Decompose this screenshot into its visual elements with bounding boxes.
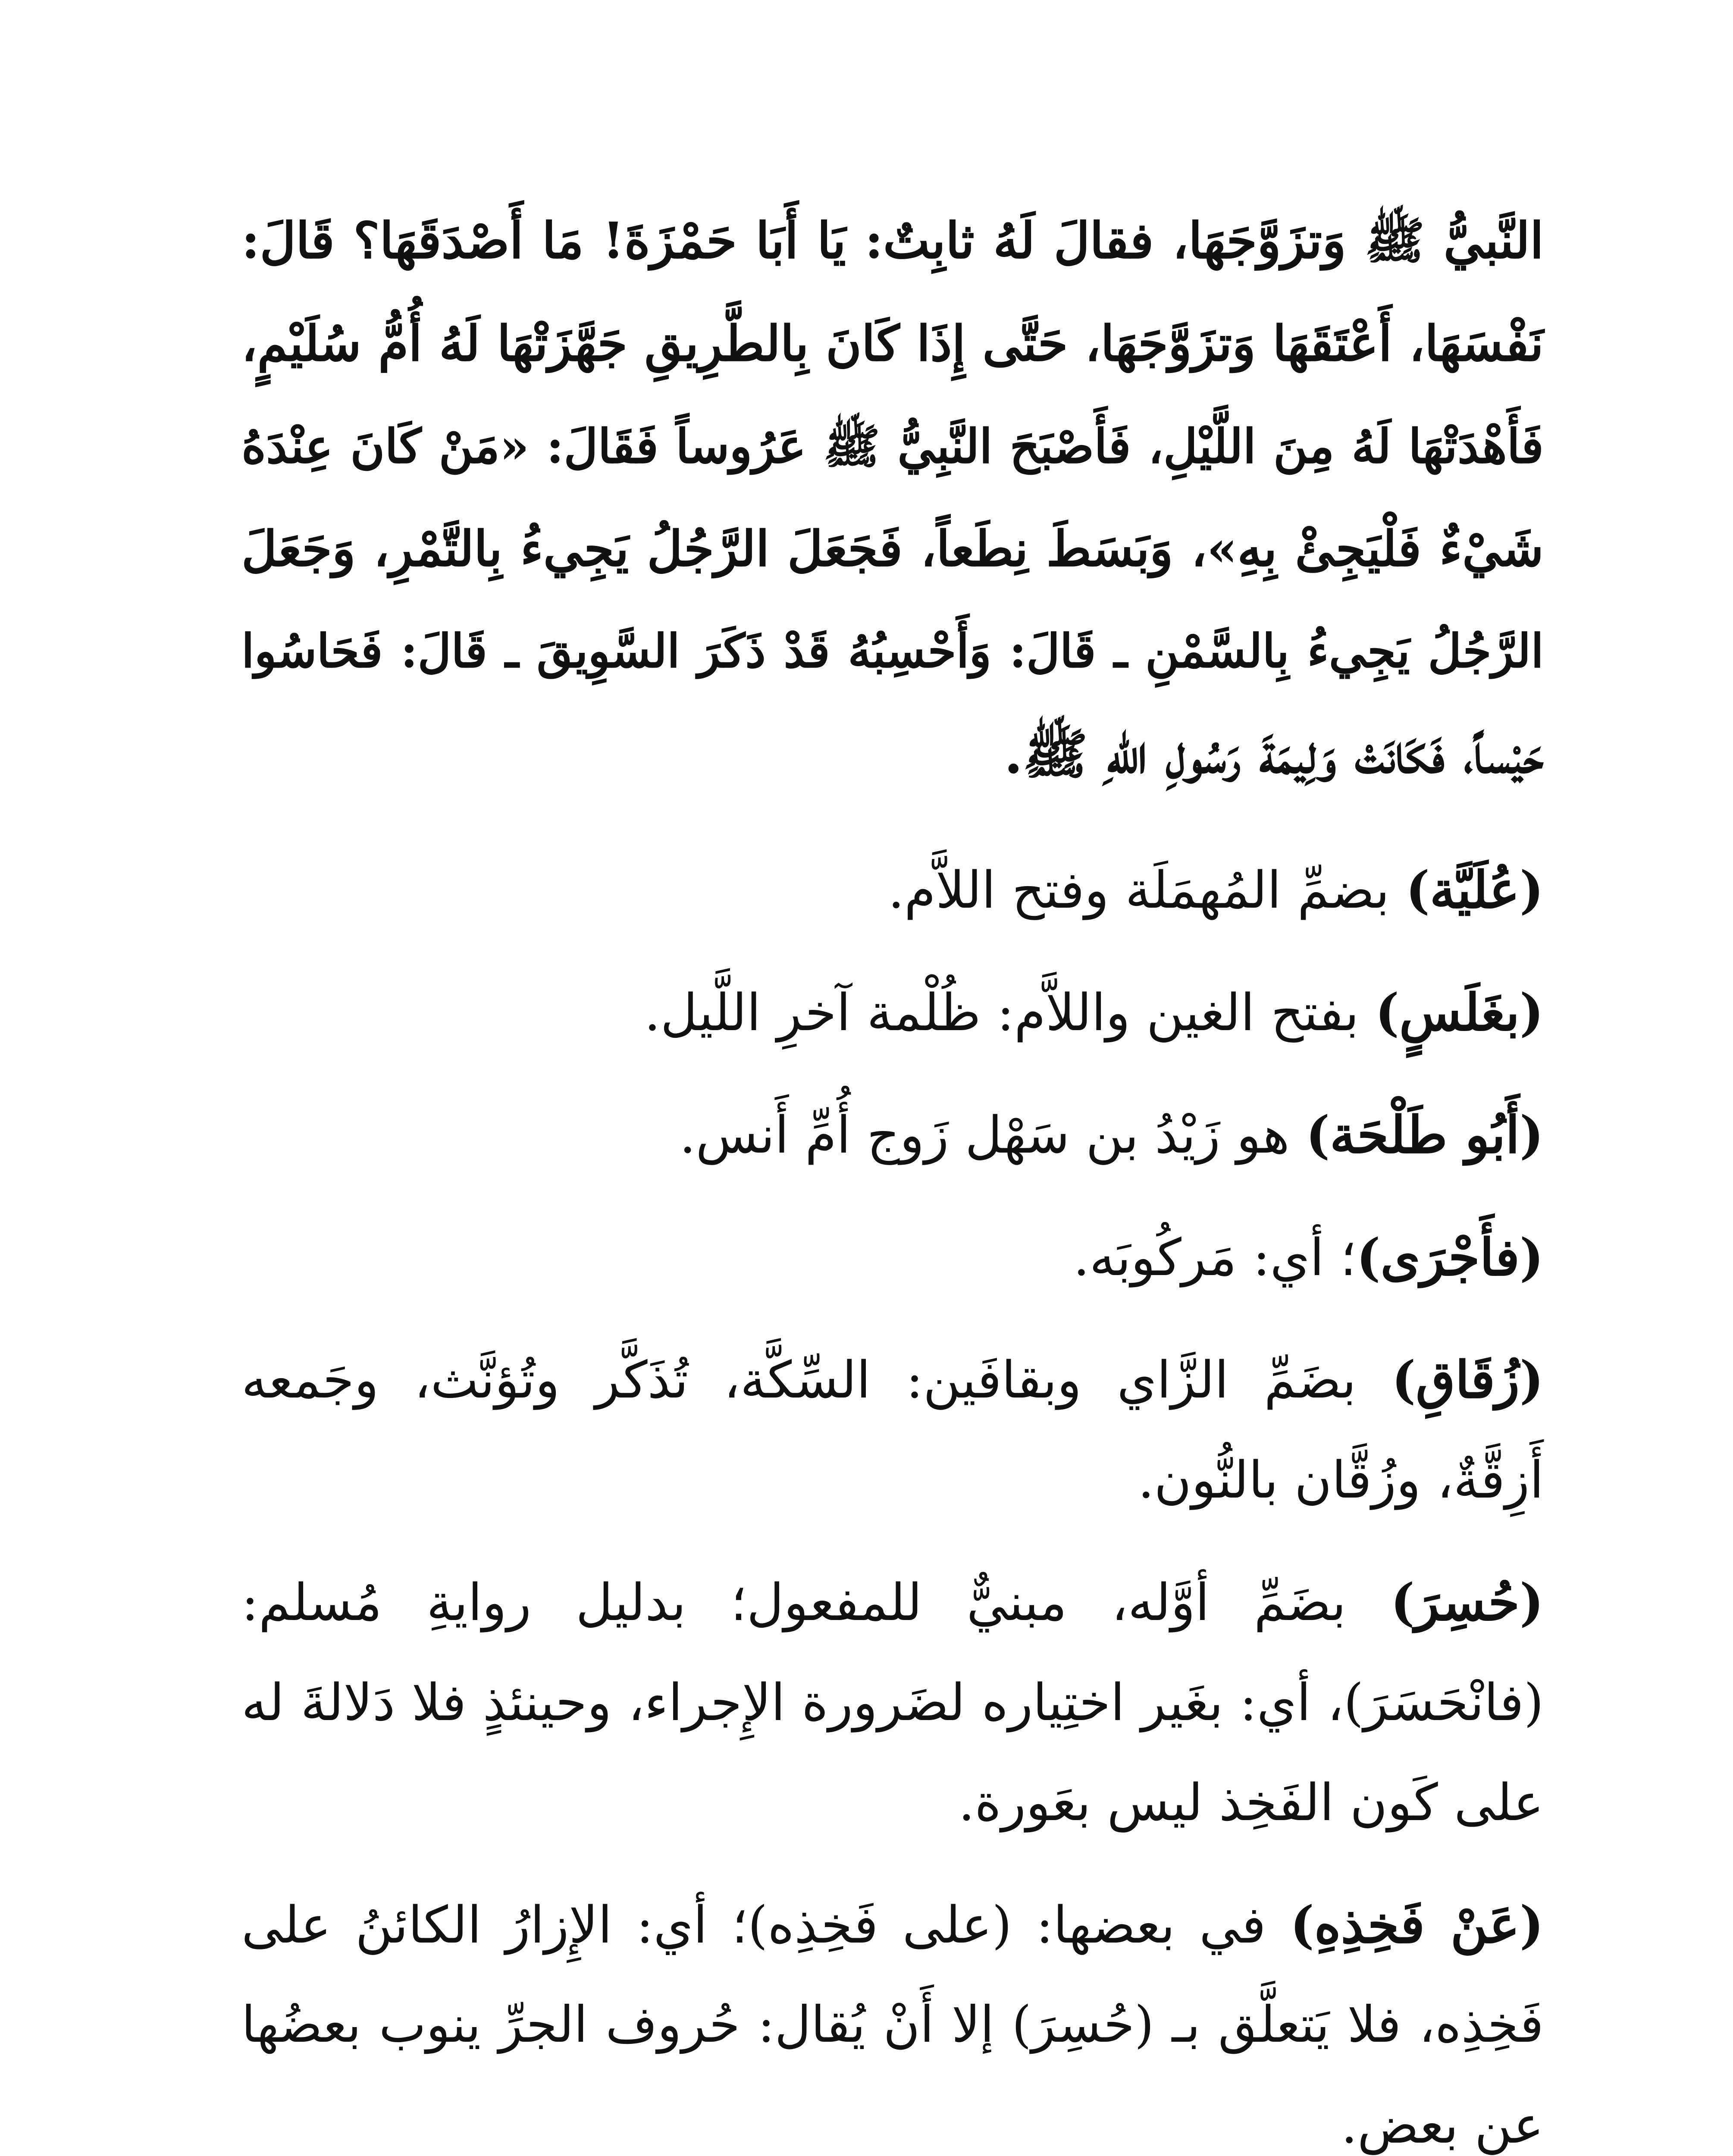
note-line — [241, 1552, 1544, 1652]
commentary-note — [241, 962, 1544, 1062]
note-term: (أَبُو طَلْحَة) — [1306, 1105, 1544, 1165]
hadith-line: الرَّجُلُ يَجِيءُ بِالسَّمْنِ ـ قَالَ: وَأَحْسِبُهُ قَدْ ذَكَرَ السَّوِيقَ ـ قَالَ: فَحَاسُوا — [241, 624, 1544, 678]
hadith-line: حَيْساً، فَكَانَتْ وَلِيمَةَ رَسُولِ اللهِ ﷺ. — [1004, 723, 1544, 786]
note-line — [241, 1330, 1544, 1430]
note-text: بفتح الغين واللاَّم: ظُلْمة آخرِ اللَّيل. — [644, 983, 1376, 1042]
hadith-line: فَأَهْدَتْهَا لَهُ مِنَ اللَّيْلِ، فَأَصْبَحَ النَّبِيُّ ﷺ عَرُوساً فَقَالَ: «مَنْ كَانَ عِنْدَهُ — [241, 419, 1544, 474]
note-line — [241, 1207, 1544, 1307]
note-line — [241, 962, 1544, 1062]
commentary-note — [241, 1552, 1544, 1852]
hadith-line: نَفْسَهَا، أَعْتَقَهَا وَتزَوَّجَهَا، حَتَّى إِذَا كَانَ بِالطَّرِيقِ جَهَّزَتْهَا لَهُ أُمُّ سُلَيْمٍ، — [241, 315, 1544, 372]
note-term: (فأَجْرَى) — [1356, 1227, 1544, 1287]
note-line: فَخِذِه، فلا يَتعلَّق بـ (حُسِرَ) إلا أَنْ يُقال: حُروف الجرِّ ينوب بعضُها — [241, 1996, 1544, 2054]
note-term: (بغَلَسٍ) — [1375, 982, 1544, 1042]
note-term: (زُقَاقِ) — [1391, 1350, 1544, 1410]
note-text: بضَمِّ الزَّاي وبقافَين: السِّكَّة، تُذَكَّر وتُؤنَّث، وجَمعه — [241, 1350, 1392, 1410]
hadith-line: شَيْءٌ فَلْيَجِئْ بِهِ»، وَبَسَطَ نِطَعاً، فَجَعَلَ الرَّجُلُ يَجِيءُ بِالتَّمْرِ، وَجَعَلَ — [241, 520, 1544, 577]
note-line: (فانْحَسَرَ)، أي: بغَير اختِياره لضَرورة الإِجراء، وحينئذٍ فلا دَلالةَ له — [241, 1673, 1544, 1732]
note-text: ؛ أي: مَركُوبَه. — [1073, 1228, 1357, 1287]
commentary-note — [241, 1330, 1544, 1530]
note-term: (عَنْ فَخِذِهِ) — [1290, 1895, 1544, 1955]
hadith-line: النَّبيُّ ﷺ وَتزَوَّجَهَا، فقالَ لَهُ ثابِتٌ: يَا أَبَا حَمْزَةَ! مَا أَصْدَقَهَا؟ قَالَ: — [241, 212, 1544, 270]
commentary-note — [241, 1875, 1544, 2156]
note-line — [241, 1875, 1544, 1975]
note-text: بضمِّ المُهمَلَة وفتح اللاَّم. — [888, 860, 1406, 920]
note-line: أَزِقَّةٌ، وزُقَّان بالنُّون. — [1138, 1450, 1544, 1510]
note-text: في بعضها: (على فَخِذِه)؛ أي: الإِزارُ الكائنُ على — [241, 1895, 1291, 1955]
note-text: هو زَيْدُ بن سَهْل زَوج أُمِّ أَنس. — [679, 1105, 1306, 1165]
note-line: على كَون الفَخِذ ليس بعَورة. — [958, 1773, 1544, 1832]
commentary-note — [241, 1207, 1544, 1307]
note-term: (عُلَيَّة) — [1405, 860, 1544, 920]
page-content — [241, 190, 1544, 2156]
note-text: بضَمِّ أوَّله، مبنيٌّ للمفعول؛ بدليل روايةِ مُسلم: — [241, 1573, 1391, 1632]
note-line — [241, 840, 1544, 940]
commentary-note — [241, 840, 1544, 940]
commentary-note — [241, 1085, 1544, 1185]
note-line: عن بعضٍ. — [1341, 2095, 1544, 2155]
hadith-text — [241, 190, 1544, 805]
note-term: (حُسِرَ) — [1391, 1572, 1544, 1632]
note-line — [241, 1085, 1544, 1185]
